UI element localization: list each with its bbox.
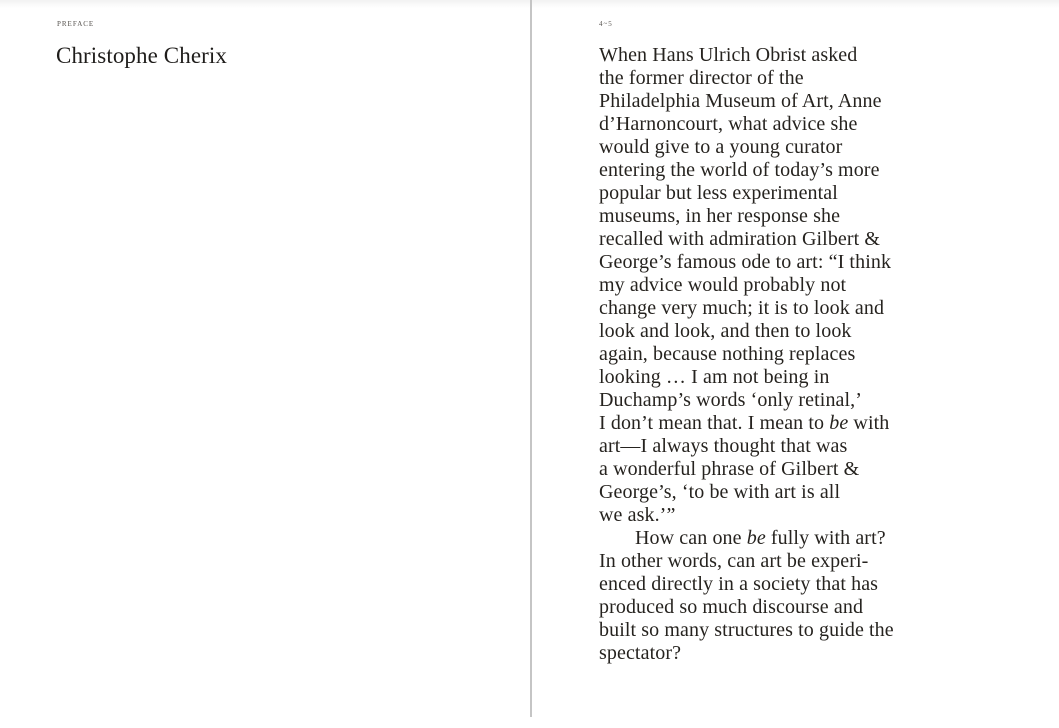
right-page xyxy=(532,0,1059,728)
body-line: Duchamp’s words ‘only retinal,’ xyxy=(599,389,863,411)
body-line: change very much; it is to look and xyxy=(599,297,885,319)
body-line: looking … I am not being in xyxy=(599,366,830,388)
folio-page-numbers: 4~5 xyxy=(599,20,613,28)
body-line: we ask.’” xyxy=(599,504,676,526)
page-title-author: Christophe Cherix xyxy=(56,43,227,68)
body-line: produced so much discourse and xyxy=(599,596,864,618)
body-line: my advice would probably not xyxy=(599,274,847,296)
body-line: enced directly in a society that has xyxy=(599,573,879,595)
body-line: the former director of the xyxy=(599,67,804,89)
body-line: I don’t mean that. I mean to be with xyxy=(599,412,890,434)
body-line: again, because nothing replaces xyxy=(599,343,856,365)
body-line: When Hans Ulrich Obrist asked xyxy=(599,44,858,66)
body-line: Philadelphia Museum of Art, Anne xyxy=(599,90,882,112)
body-line: look and look, and then to look xyxy=(599,320,852,342)
body-line: a wonderful phrase of Gilbert & xyxy=(599,458,860,480)
body-line: d’Harnoncourt, what advice she xyxy=(599,113,858,135)
body-line: popular but less experimental xyxy=(599,182,838,204)
body-line: How can one be fully with art? xyxy=(635,527,886,549)
body-line: spectator? xyxy=(599,642,682,664)
body-line: museums, in her response she xyxy=(599,205,841,227)
running-head-preface: PREFACE xyxy=(57,20,95,28)
body-line: art—I always thought that was xyxy=(599,435,848,457)
body-line: George’s, ‘to be with art is all xyxy=(599,481,841,503)
body-line: entering the world of today’s more xyxy=(599,159,880,181)
body-text xyxy=(599,44,939,665)
body-line: would give to a young curator xyxy=(599,136,843,158)
body-line: recalled with admiration Gilbert & xyxy=(599,228,881,250)
body-line: George’s famous ode to art: “I think xyxy=(599,251,892,273)
body-line: built so many structures to guide the xyxy=(599,619,894,641)
body-line: In other words, can art be experi- xyxy=(599,550,869,572)
